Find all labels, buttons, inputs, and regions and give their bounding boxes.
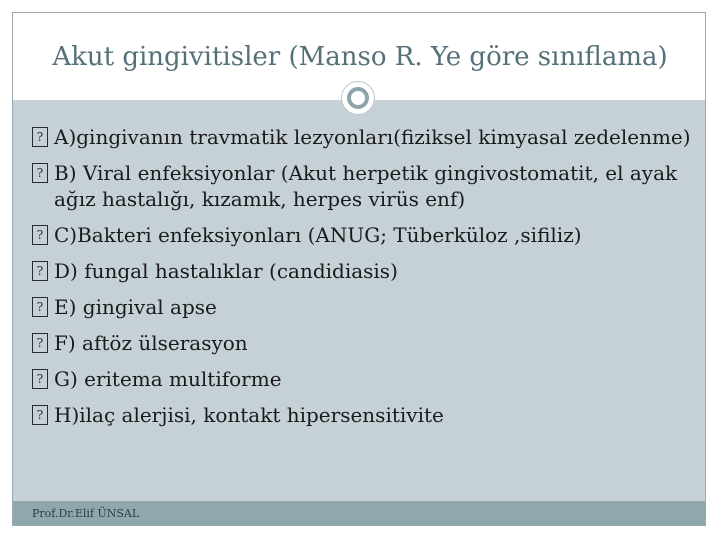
list-item-text: H)ilaç alerjisi, kontakt hipersensitivite	[54, 403, 444, 427]
list-item	[32, 366, 692, 392]
bullet-icon: ?	[32, 127, 48, 147]
bullet-list	[32, 124, 692, 438]
footer-bar	[13, 501, 705, 525]
bullet-icon: ?	[32, 261, 48, 281]
list-item	[32, 258, 692, 284]
list-item-text: E) gingival apse	[54, 295, 217, 319]
bullet-icon: ?	[32, 225, 48, 245]
list-item	[32, 330, 692, 356]
list-item-text: A)gingivanın travmatik lezyonları(fiziksel kimyasal zedelenme)	[54, 125, 691, 149]
list-item-text: G) eritema multiforme	[54, 367, 282, 391]
list-item	[32, 402, 692, 428]
slide-title: Akut gingivitisler (Manso R. Ye göre sınıflama)	[52, 42, 668, 72]
bullet-icon: ?	[32, 405, 48, 425]
list-item-text: B) Viral enfeksiyonlar (Akut herpetik gingivostomatit, el ayak ağız hastalığı, kızamık, herpes virüs enf)	[54, 161, 678, 211]
bullet-icon: ?	[32, 333, 48, 353]
bullet-icon: ?	[32, 369, 48, 389]
list-item	[32, 160, 692, 212]
list-item	[32, 222, 692, 248]
bullet-icon: ?	[32, 163, 48, 183]
footer-author: Prof.Dr.Elif ÜNSAL	[32, 507, 140, 520]
list-item-text: F) aftöz ülserasyon	[54, 331, 248, 355]
list-item-text: D) fungal hastalıklar (candidiasis)	[54, 259, 398, 283]
list-item	[32, 294, 692, 320]
list-item-text: C)Bakteri enfeksiyonları (ANUG; Tüberküloz ,sifiliz)	[54, 223, 582, 247]
circle-ornament-icon	[341, 81, 375, 115]
list-item	[32, 124, 692, 150]
bullet-icon: ?	[32, 297, 48, 317]
circle-ornament-inner	[347, 87, 369, 109]
